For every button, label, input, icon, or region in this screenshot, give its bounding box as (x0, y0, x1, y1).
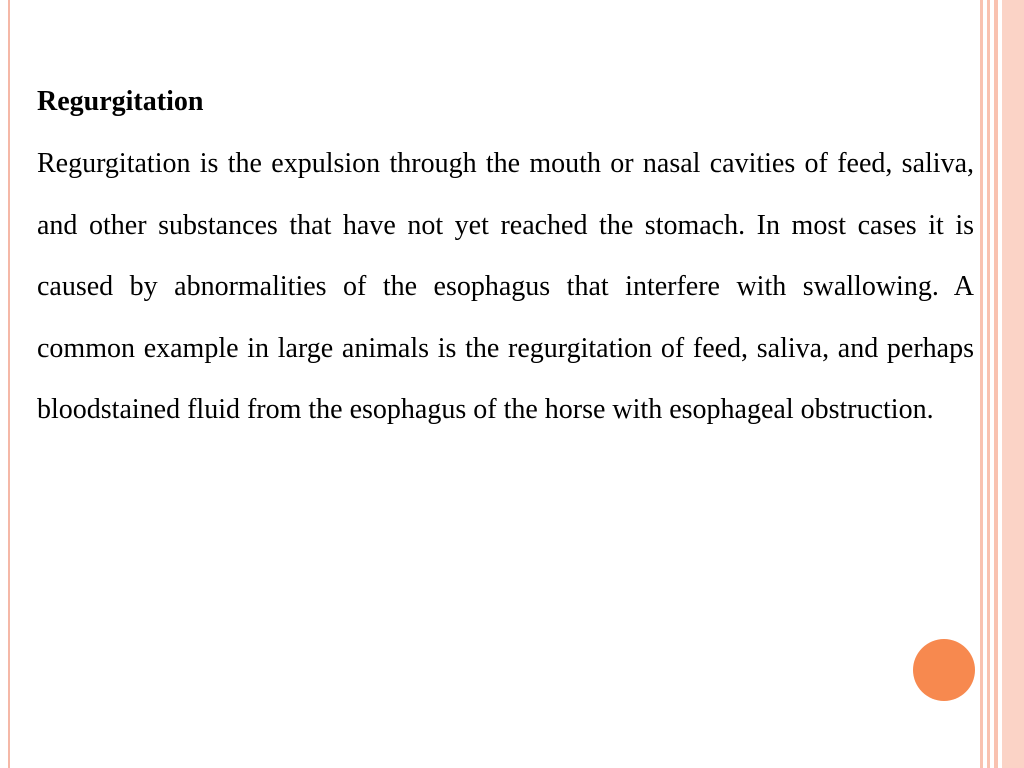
orange-circle-decoration (913, 639, 975, 701)
slide-paragraph: Regurgitation is the expulsion through the mouth or nasal cavities of feed, saliva, and other substances that have not yet reached the stomach. In most cases it is caused by abnormalities of the esophagus that interfere with swallowing. A common example in large animals is the regurgitation of feed, saliva, and perhaps bloodstained fluid from the esophagus of the horse with esophageal obstruction. (37, 148, 974, 425)
slide-heading: Regurgitation (37, 86, 204, 117)
stripe-3 (994, 0, 998, 768)
stripe-2 (987, 0, 990, 768)
stripe-4 (1002, 0, 1024, 768)
right-decorative-stripes (980, 0, 1024, 768)
slide-content (37, 80, 974, 441)
left-border-line (8, 0, 10, 768)
stripe-1 (980, 0, 983, 768)
